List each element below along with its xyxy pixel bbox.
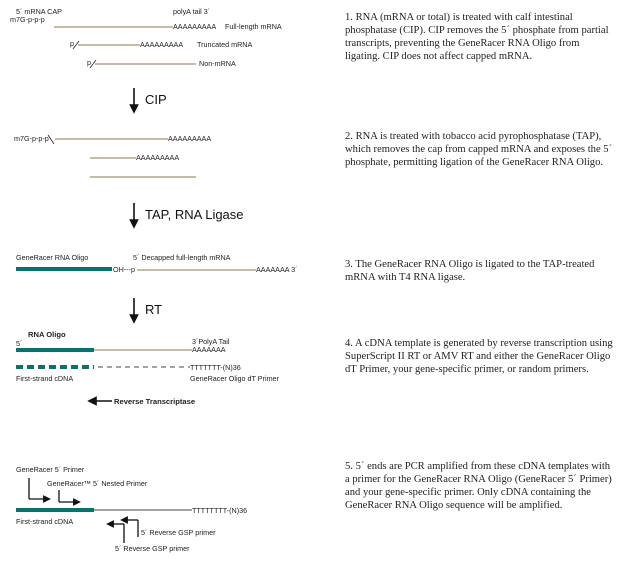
description-text: 3. The GeneRacer RNA Oligo is ligated to the TAP-treated mRNA with T4 RNA ligase.	[345, 259, 595, 283]
first-strand-label: First-strand cDNA	[16, 374, 74, 383]
rna-oligo-bar	[16, 508, 94, 512]
truncated-phosphate: p	[70, 39, 74, 48]
reverse-gsp-label-2: 5´ Reverse GSP primer	[115, 544, 190, 553]
arrow-cip	[134, 88, 167, 109]
panel-2	[14, 134, 211, 177]
description-text: 1. RNA (mRNA or total) is treated with calf intestinal phosphatase (CIP). CIP removes the 5´ phosphate from partial transcripts, preventing the GeneRacer RNA Oligo from ligating. CIP does not affect capped mRNA.	[345, 12, 609, 62]
panel-1	[10, 7, 282, 68]
polya-seq: AAAAAAA	[192, 345, 226, 354]
step-3-description	[345, 258, 613, 284]
oh-p-junction: OH---p	[113, 265, 135, 274]
decapped-polya: AAAAAAA 3´	[256, 265, 298, 274]
full-length-label: Full-length mRNA	[225, 22, 282, 31]
full-length-polya: AAAAAAAAA	[173, 22, 217, 31]
description-text: 4. A cDNA template is generated by reverse transcription using SuperScript II RT or AMV RT and either the GeneRacer Oligo dT Primer, your gene-specific primer, or random primers.	[345, 338, 613, 375]
oligo-dt-primer-label: GeneRacer Oligo dT Primer	[190, 374, 279, 383]
arrow-label-rt: RT	[145, 302, 163, 317]
oligo-dt-seq: TTTTTTTT-(N)36	[192, 506, 248, 515]
reverse-gsp-label-1: 5´ Reverse GSP primer	[141, 528, 216, 537]
first-strand-label: First-strand cDNA	[16, 517, 74, 526]
step-4-description	[345, 337, 613, 376]
rna-oligo-bar	[16, 348, 94, 352]
generacer-5-primer-label: GeneRacer 5´ Primer	[16, 465, 85, 474]
truncated-polya: AAAAAAAAA	[136, 153, 180, 162]
panel-5	[16, 465, 247, 553]
step-1-description	[345, 11, 613, 63]
description-text: 5. 5´ ends are PCR amplified from these cDNA templates with a primer for the GeneRacer RNA Oligo (GeneRacer 5´ Primer) and your gene-specific primer. Only cDNA containing the GeneRacer RNA Oligo sequence will be amplified.	[345, 461, 612, 511]
rna-oligo-bar	[16, 267, 112, 271]
panel-4	[16, 330, 280, 406]
phosphate-slash	[48, 135, 54, 144]
step-2-description	[345, 130, 613, 169]
panel-3	[16, 253, 298, 274]
nested-primer-label: GeneRacer™ 5´ Nested Primer	[47, 479, 148, 488]
non-mrna-phosphate: p	[87, 58, 91, 67]
cap-label: 5´ mRNA CAP	[16, 7, 62, 16]
arrow-rt	[134, 298, 162, 319]
oligo-dt-seq: TTTTTTT-(N)36	[190, 363, 241, 372]
step-5-description	[345, 460, 613, 512]
non-mrna-label: Non-mRNA	[199, 59, 236, 68]
description-text: 2. RNA is treated with tobacco acid pyrophosphatase (TAP), which removes the cap from capped mRNA and exposes the 5´ phosphate, permitting ligation of the GeneRacer RNA Oligo.	[345, 131, 613, 168]
decapped-label: 5´ Decapped full-length mRNA	[133, 253, 231, 262]
cap-structure: m7G-p-p-p	[14, 134, 49, 143]
truncated-polya: AAAAAAAAA	[140, 40, 184, 49]
five-prime-label: 5´	[16, 339, 23, 348]
arrow-tap	[134, 203, 244, 224]
polya-label: polyA tail 3´	[173, 7, 211, 16]
rna-oligo-label: RNA Oligo	[28, 330, 66, 339]
truncated-label: Truncated mRNA	[197, 40, 253, 49]
cap-structure: m7G-p-p-p	[10, 15, 45, 24]
arrow-label-tap: TAP, RNA Ligase	[145, 207, 244, 222]
oligo-label: GeneRacer RNA Oligo	[16, 253, 89, 262]
reverse-transcriptase-label: Reverse Transcriptase	[114, 397, 196, 406]
polya-tail-label: 3´PolyA Tail	[192, 337, 230, 346]
capped-polya: AAAAAAAAA	[168, 134, 212, 143]
arrow-label-cip: CIP	[145, 92, 167, 107]
